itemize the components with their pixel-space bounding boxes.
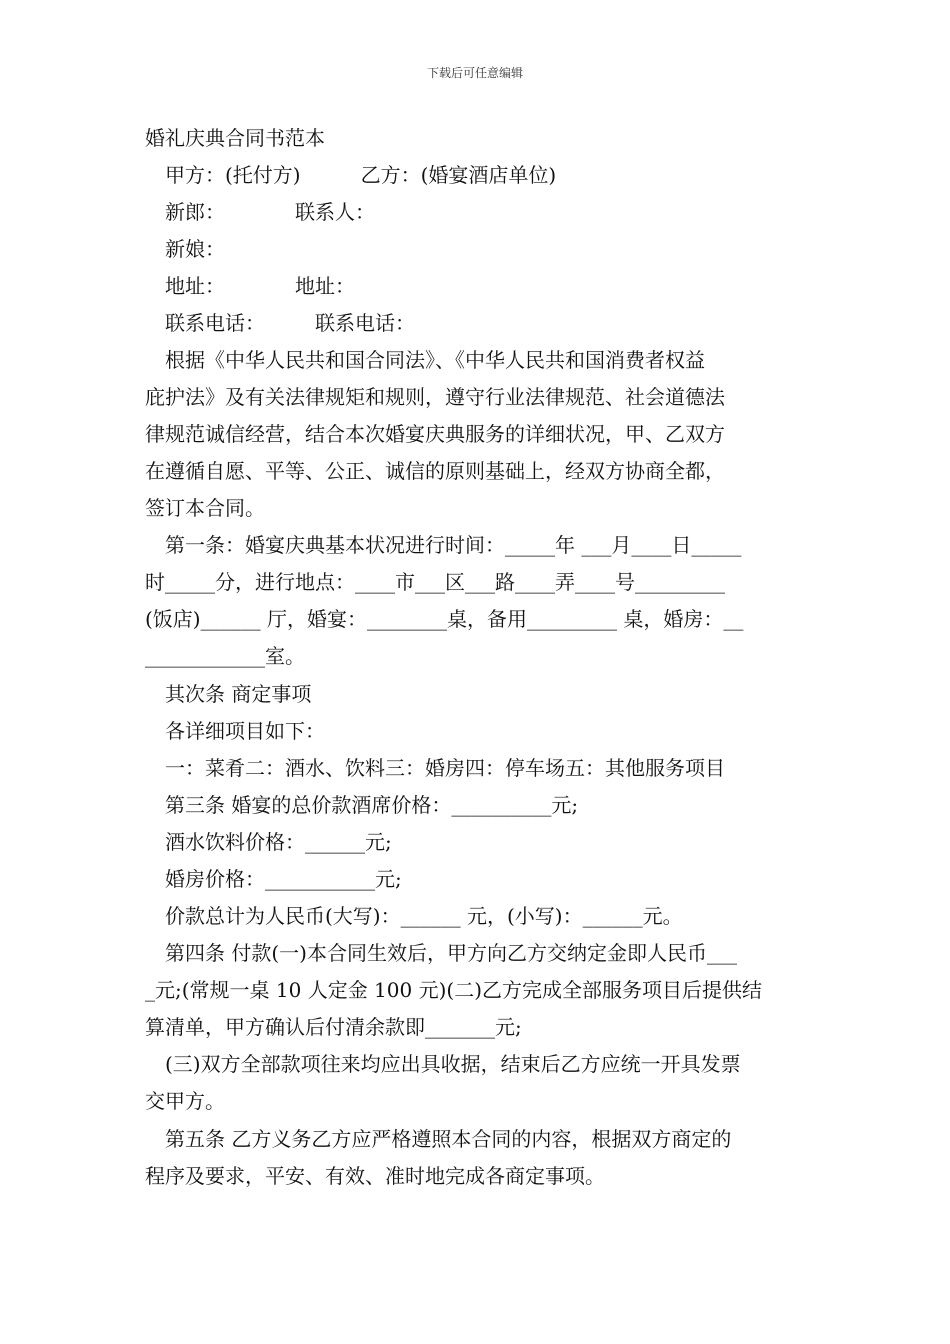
article-2-heading: 其次条 商定事项 (165, 682, 312, 706)
article-3-line: 第三条 婚宴的总价款酒席价格：__________元; (165, 793, 579, 817)
preamble-line: 根据《中华人民共和国合同法》、《中华人民共和国消费者权益 (165, 348, 705, 372)
article-4-line: 算清单，甲方确认后付清余款即_______元; (145, 1015, 522, 1039)
article-4-line: (三)双方全部款项往来均应出具收据，结束后乙方应统一开具发票 (165, 1052, 741, 1076)
preamble-line: 律规范诚信经营，结合本次婚宴庆典服务的详细状况，甲、乙双方 (145, 422, 725, 446)
preamble-line: 在遵循自愿、平等、公正、诚信的原则基础上，经双方协商全都， (145, 459, 725, 483)
article-3-line: 婚房价格：___________元; (165, 867, 402, 891)
document-title: 婚礼庆典合同书范本 (145, 126, 325, 150)
article-5-line: 第五条 乙方义务乙方应严格遵照本合同的内容，根据双方商定的 (165, 1127, 732, 1151)
article-4-line: 交甲方。 (145, 1089, 225, 1113)
page-header-note: 下载后可任意编辑 (426, 66, 523, 80)
article-4-line: _元;(常规一桌 10 人定金 100 元)(二)乙方完成全部服务项目后提供结 (145, 978, 763, 1002)
article-3-line: 价款总计为人民币(大写)：______ 元，(小写)：______元。 (165, 904, 683, 928)
article-3-line: 酒水饮料价格：______元; (165, 830, 392, 854)
parties-line: 甲方：(托付方) 乙方：(婚宴酒店单位) (165, 163, 557, 187)
article-1-line: ____________室。 (145, 644, 305, 668)
article-1-line: 第一条：婚宴庆典基本状况进行时间：_____年 ___月____日_____ (165, 533, 742, 557)
article-2-line: 各详细项目如下： (165, 719, 325, 743)
preamble-line: 庇护法》及有关法律规矩和规则，遵守行业法律规范、社会道德法 (145, 385, 725, 409)
article-5-line: 程序及要求，平安、有效、准时地完成各商定事项。 (145, 1164, 605, 1188)
article-1-line: 时_____分，进行地点：____市___区___路____弄____号_________ (145, 570, 725, 594)
phone-line: 联系电话： 联系电话： (165, 311, 415, 335)
address-line: 地址： 地址： (165, 274, 355, 298)
article-2-items: 一：菜肴二：酒水、饮料三：婚房四：停车场五：其他服务项目 (165, 756, 725, 780)
bride-line: 新娘： (165, 237, 225, 261)
preamble-line: 签订本合同。 (145, 496, 265, 520)
article-4-line: 第四条 付款(一)本合同生效后，甲方向乙方交纳定金即人民币___ (165, 941, 737, 965)
groom-contact-line: 新郎： 联系人： (165, 200, 375, 224)
article-1-line: (饭店)______ 厅，婚宴：________桌，备用_________ 桌，婚房：__ (145, 607, 744, 631)
contract-body (145, 120, 807, 1195)
